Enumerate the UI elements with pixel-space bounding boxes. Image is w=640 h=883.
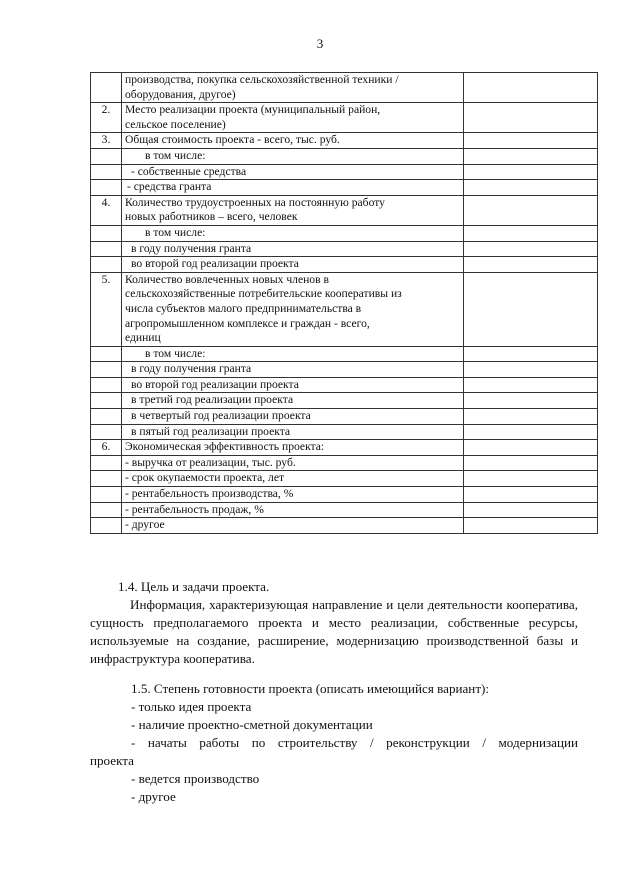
value-cell[interactable] — [464, 362, 598, 378]
row-description — [122, 164, 464, 180]
table-row — [91, 455, 598, 471]
row-number — [91, 346, 122, 362]
value-cell[interactable] — [464, 518, 598, 534]
row-description — [122, 471, 464, 487]
row-description — [122, 455, 464, 471]
description-line: в том числе: — [145, 148, 206, 162]
value-cell[interactable] — [464, 471, 598, 487]
description-line: сельскохозяйственные потребительские кооперативы из — [125, 287, 402, 301]
description-line: во второй год реализации проекта — [131, 377, 299, 391]
readiness-option-idea: - только идея проекта — [131, 699, 252, 714]
table-row — [91, 272, 598, 346]
row-description — [122, 502, 464, 518]
row-description — [122, 272, 464, 346]
row-number — [91, 424, 122, 440]
description-line: производства, покупка сельскохозяйственной техники / — [125, 73, 399, 86]
description-line: в третий год реализации проекта — [131, 393, 294, 407]
row-number — [91, 409, 122, 425]
row-description — [122, 225, 464, 241]
table-row — [91, 148, 598, 164]
value-cell[interactable] — [464, 487, 598, 503]
table-row — [91, 362, 598, 378]
value-cell[interactable] — [464, 455, 598, 471]
table-row — [91, 393, 598, 409]
value-cell[interactable] — [464, 195, 598, 225]
row-description — [122, 409, 464, 425]
row-number — [91, 225, 122, 241]
description-line: в том числе: — [145, 346, 206, 360]
description-line: в году получения гранта — [131, 362, 252, 376]
description-line: - другое — [125, 518, 165, 532]
value-cell[interactable] — [464, 346, 598, 362]
description-line: единиц — [125, 331, 161, 345]
value-cell[interactable] — [464, 440, 598, 456]
row-number: 5. — [91, 272, 122, 346]
row-number: 2. — [91, 103, 122, 133]
table-row — [91, 225, 598, 241]
table-row — [91, 257, 598, 273]
value-cell[interactable] — [464, 272, 598, 346]
value-cell[interactable] — [464, 133, 598, 149]
row-description — [122, 73, 464, 103]
description-line: - рентабельность продаж, % — [125, 502, 264, 516]
section-1-4 — [118, 578, 578, 596]
description-line: в четвертый год реализации проекта — [131, 409, 311, 423]
section-1-4-paragraph: Информация, характеризующая направление и цели деятельности кооператива, сущность предполагаемого проекта и место реализации, собственные ресурсы, используемые на создание, расширение, модернизацию производственной базы и инфраструктура кооператива. — [90, 597, 578, 666]
readiness-option-production: - ведется производство — [131, 771, 260, 786]
description-line: - средства гранта — [127, 180, 212, 194]
row-description — [122, 362, 464, 378]
description-line: - рентабельность производства, % — [125, 487, 294, 501]
description-line: новых работников – всего, человек — [125, 210, 298, 224]
description-line: - выручка от реализации, тыс. руб. — [125, 455, 296, 469]
table-row — [91, 195, 598, 225]
description-line: Количество трудоустроенных на постоянную работу — [125, 195, 385, 209]
description-line: в пятый год реализации проекта — [131, 424, 291, 438]
value-cell[interactable] — [464, 103, 598, 133]
row-number: 3. — [91, 133, 122, 149]
table-row — [91, 346, 598, 362]
table-row — [91, 471, 598, 487]
row-description — [122, 195, 464, 225]
table-row — [91, 180, 598, 196]
description-line: Место реализации проекта (муниципальный район, — [125, 103, 381, 117]
readiness-option-documentation: - наличие проектно-сметной документации — [131, 717, 373, 732]
row-number — [91, 455, 122, 471]
value-cell[interactable] — [464, 409, 598, 425]
section-1-5-heading: 1.5. Степень готовности проекта (описать имеющийся вариант): — [131, 681, 490, 696]
table-row — [91, 73, 598, 103]
page-number: 3 — [316, 36, 324, 51]
row-number — [91, 164, 122, 180]
table-row — [91, 409, 598, 425]
value-cell[interactable] — [464, 424, 598, 440]
row-description — [122, 180, 464, 196]
row-description — [122, 346, 464, 362]
row-number: 6. — [91, 440, 122, 456]
row-description — [122, 377, 464, 393]
row-number — [91, 393, 122, 409]
row-description — [122, 518, 464, 534]
table-row — [91, 241, 598, 257]
row-description — [122, 241, 464, 257]
row-number: 4. — [91, 195, 122, 225]
table-row — [91, 518, 598, 534]
row-description — [122, 148, 464, 164]
table-row — [91, 133, 598, 149]
table-row — [91, 103, 598, 133]
row-number — [91, 362, 122, 378]
value-cell[interactable] — [464, 180, 598, 196]
description-line: Общая стоимость проекта - всего, тыс. руб. — [125, 133, 340, 147]
row-description — [122, 393, 464, 409]
row-number — [91, 377, 122, 393]
table-row — [91, 377, 598, 393]
table-row — [91, 164, 598, 180]
row-number — [91, 180, 122, 196]
table-row — [91, 440, 598, 456]
row-description — [122, 133, 464, 149]
description-line: числа субъектов малого предпринимательства в — [125, 301, 362, 315]
row-description — [122, 257, 464, 273]
description-line: во второй год реализации проекта — [131, 257, 299, 271]
value-cell[interactable] — [464, 148, 598, 164]
row-description — [122, 440, 464, 456]
row-number — [91, 502, 122, 518]
readiness-option-works-started: - начаты работы по строительству / реконструкции / модернизации — [131, 735, 578, 750]
description-line: оборудования, другое) — [125, 87, 236, 101]
description-line: агропромышленном комплексе и граждан - всего, — [125, 316, 370, 330]
row-number — [91, 257, 122, 273]
row-number — [91, 487, 122, 503]
row-number — [91, 148, 122, 164]
row-number — [91, 73, 122, 103]
description-line: - собственные средства — [131, 164, 247, 178]
row-number — [91, 241, 122, 257]
readiness-option-works-started-cont: проекта — [90, 753, 134, 768]
row-description — [122, 103, 464, 133]
value-cell[interactable] — [464, 393, 598, 409]
table-row — [91, 424, 598, 440]
description-line: в году получения гранта — [131, 241, 252, 255]
description-line: сельское поселение) — [125, 117, 226, 131]
project-form-table — [90, 72, 598, 534]
row-description — [122, 487, 464, 503]
value-cell[interactable] — [464, 502, 598, 518]
description-line: Экономическая эффективность проекта: — [125, 440, 325, 454]
value-cell[interactable] — [464, 225, 598, 241]
value-cell[interactable] — [464, 257, 598, 273]
value-cell[interactable] — [464, 164, 598, 180]
row-number — [91, 471, 122, 487]
description-line: в том числе: — [145, 225, 206, 239]
section-1-4-heading: 1.4. Цель и задачи проекта. — [118, 579, 270, 594]
readiness-option-other: - другое — [131, 789, 176, 804]
row-number — [91, 518, 122, 534]
description-line: Количество вовлеченных новых членов в — [125, 272, 329, 286]
table-row — [91, 502, 598, 518]
value-cell[interactable] — [464, 377, 598, 393]
value-cell[interactable] — [464, 241, 598, 257]
description-line: - срок окупаемости проекта, лет — [125, 471, 285, 485]
value-cell[interactable] — [464, 73, 598, 103]
row-description — [122, 424, 464, 440]
table-row — [91, 487, 598, 503]
